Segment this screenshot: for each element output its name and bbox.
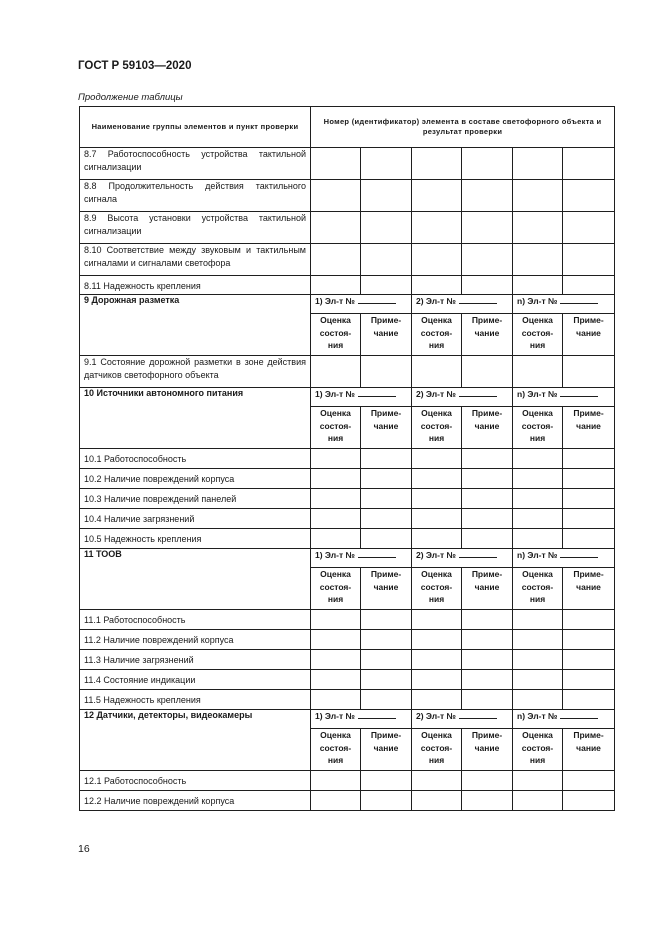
element-label-text: n) Эл-т №: [517, 296, 558, 306]
result-cell: [412, 690, 462, 710]
note-subheader: Приме-чание: [462, 568, 513, 610]
result-cell: [361, 690, 412, 710]
inspection-item: 11.4 Состояние индикации: [80, 670, 311, 690]
result-cell: [462, 509, 513, 529]
element-number-blank: [358, 295, 396, 304]
note-subheader: Приме-чание: [563, 729, 615, 771]
note-subheader: Приме-чание: [563, 568, 615, 610]
result-cell: [513, 630, 563, 650]
element-number-blank: [560, 295, 598, 304]
section-header-row: [80, 710, 615, 729]
element-label-text: 1) Эл-т №: [315, 389, 355, 399]
result-cell: [513, 771, 563, 791]
document-title: ГОСТ Р 59103—2020: [78, 60, 192, 72]
table-caption: Продолжение таблицы: [78, 92, 183, 103]
result-cell: [361, 180, 412, 212]
result-cell: [513, 276, 563, 295]
assessment-subheader: Оценка состоя-ния: [513, 568, 563, 610]
result-cell: [462, 180, 513, 212]
result-cell: [412, 650, 462, 670]
table-row: [80, 509, 615, 529]
result-cell: [361, 356, 412, 388]
assessment-subheader: Оценка состоя-ния: [311, 568, 361, 610]
result-cell: [361, 529, 412, 549]
result-cell: [311, 690, 361, 710]
element-number-blank: [459, 295, 497, 304]
result-cell: [462, 489, 513, 509]
table-row: [80, 690, 615, 710]
result-cell: [563, 244, 615, 276]
table-row: [80, 356, 615, 388]
result-cell: [462, 244, 513, 276]
result-cell: [412, 212, 462, 244]
result-cell: [513, 610, 563, 630]
inspection-item: 11.1 Работоспособность: [80, 610, 311, 630]
result-cell: [563, 356, 615, 388]
inspection-item: 8.10 Соответствие между звуковым и тактильным сигналами и сигналами светофора: [80, 244, 311, 276]
result-cell: [513, 670, 563, 690]
element-label-text: 2) Эл-т №: [416, 296, 456, 306]
assessment-subheader: Оценка состоя-ния: [513, 314, 563, 356]
element-number-label: [513, 388, 615, 407]
result-cell: [412, 610, 462, 630]
table-row: [80, 449, 615, 469]
section-title: 12 Датчики, детекторы, видеокамеры: [80, 710, 311, 771]
element-number-label: [311, 710, 412, 729]
element-number-label: [311, 549, 412, 568]
result-cell: [361, 449, 412, 469]
result-cell: [311, 650, 361, 670]
result-cell: [361, 650, 412, 670]
element-number-blank: [459, 549, 497, 558]
element-number-label: [513, 549, 615, 568]
result-cell: [513, 469, 563, 489]
result-cell: [563, 276, 615, 295]
result-cell: [462, 356, 513, 388]
result-cell: [513, 148, 563, 180]
result-cell: [361, 212, 412, 244]
element-label-text: n) Эл-т №: [517, 550, 558, 560]
element-number-blank: [560, 549, 598, 558]
note-subheader: Приме-чание: [361, 407, 412, 449]
result-cell: [563, 529, 615, 549]
result-cell: [513, 449, 563, 469]
result-cell: [412, 276, 462, 295]
result-cell: [412, 791, 462, 811]
inspection-item: 10.5 Надежность крепления: [80, 529, 311, 549]
note-subheader: Приме-чание: [361, 314, 412, 356]
inspection-item: 10.3 Наличие повреждений панелей: [80, 489, 311, 509]
result-cell: [563, 630, 615, 650]
result-cell: [513, 180, 563, 212]
result-cell: [311, 529, 361, 549]
result-cell: [311, 469, 361, 489]
element-number-label: [513, 710, 615, 729]
element-number-blank: [560, 388, 598, 397]
note-subheader: Приме-чание: [462, 729, 513, 771]
inspection-item: 10.4 Наличие загрязнений: [80, 509, 311, 529]
result-cell: [462, 449, 513, 469]
result-cell: [311, 489, 361, 509]
result-cell: [462, 469, 513, 489]
assessment-subheader: Оценка состоя-ния: [412, 407, 462, 449]
result-cell: [311, 356, 361, 388]
result-cell: [563, 148, 615, 180]
result-cell: [361, 771, 412, 791]
inspection-item: 8.9 Высота установки устройства тактильной сигнализации: [80, 212, 311, 244]
result-cell: [563, 791, 615, 811]
note-subheader: Приме-чание: [563, 314, 615, 356]
table-row: [80, 670, 615, 690]
result-cell: [361, 509, 412, 529]
result-cell: [311, 509, 361, 529]
result-cell: [361, 610, 412, 630]
result-cell: [412, 771, 462, 791]
inspection-item: 11.5 Надежность крепления: [80, 690, 311, 710]
section-title: 11 ТООВ: [80, 549, 311, 610]
page-number: 16: [78, 843, 90, 855]
result-cell: [361, 630, 412, 650]
result-cell: [462, 771, 513, 791]
note-subheader: Приме-чание: [462, 314, 513, 356]
result-cell: [361, 670, 412, 690]
inspection-item: 12.1 Работоспособность: [80, 771, 311, 791]
result-cell: [462, 670, 513, 690]
result-cell: [563, 180, 615, 212]
result-cell: [563, 509, 615, 529]
section-header-row: [80, 549, 615, 568]
result-cell: [462, 212, 513, 244]
note-subheader: Приме-чание: [563, 407, 615, 449]
result-cell: [412, 509, 462, 529]
element-label-text: n) Эл-т №: [517, 389, 558, 399]
element-number-blank: [560, 710, 598, 719]
result-cell: [513, 509, 563, 529]
result-cell: [412, 449, 462, 469]
table-row: [80, 148, 615, 180]
result-cell: [361, 276, 412, 295]
result-cell: [311, 771, 361, 791]
result-cell: [412, 529, 462, 549]
result-cell: [412, 670, 462, 690]
result-cell: [563, 690, 615, 710]
element-number-blank: [358, 710, 396, 719]
result-cell: [563, 771, 615, 791]
result-cell: [311, 148, 361, 180]
result-cell: [513, 212, 563, 244]
result-cell: [513, 791, 563, 811]
inspection-item: 11.2 Наличие повреждений корпуса: [80, 630, 311, 650]
section-title: 10 Источники автономного питания: [80, 388, 311, 449]
inspection-item: 12.2 Наличие повреждений корпуса: [80, 791, 311, 811]
result-cell: [311, 276, 361, 295]
result-cell: [361, 489, 412, 509]
result-cell: [513, 489, 563, 509]
result-cell: [462, 529, 513, 549]
section-title: 9 Дорожная разметка: [80, 295, 311, 356]
result-cell: [513, 529, 563, 549]
result-cell: [563, 650, 615, 670]
table-row: [80, 650, 615, 670]
result-cell: [412, 469, 462, 489]
element-label-text: 1) Эл-т №: [315, 296, 355, 306]
result-cell: [513, 356, 563, 388]
inspection-item: 9.1 Состояние дорожной разметки в зоне действия датчиков светофорного объекта: [80, 356, 311, 388]
element-number-label: [311, 388, 412, 407]
inspection-item: 8.8 Продолжительность действия тактильного сигнала: [80, 180, 311, 212]
result-cell: [361, 244, 412, 276]
note-subheader: Приме-чание: [361, 729, 412, 771]
result-cell: [563, 489, 615, 509]
result-cell: [412, 630, 462, 650]
element-number-label: [311, 295, 412, 314]
result-cell: [563, 212, 615, 244]
result-cell: [412, 489, 462, 509]
result-cell: [311, 630, 361, 650]
section-header-row: [80, 388, 615, 407]
result-cell: [311, 449, 361, 469]
assessment-subheader: Оценка состоя-ния: [311, 407, 361, 449]
result-cell: [412, 148, 462, 180]
result-cell: [311, 244, 361, 276]
element-label-text: 1) Эл-т №: [315, 711, 355, 721]
result-cell: [563, 469, 615, 489]
table-row: [80, 610, 615, 630]
section-header-row: [80, 295, 615, 314]
assessment-subheader: Оценка состоя-ния: [311, 314, 361, 356]
table-row: [80, 276, 615, 295]
result-cell: [462, 791, 513, 811]
element-number-blank: [358, 549, 396, 558]
assessment-subheader: Оценка состоя-ния: [412, 314, 462, 356]
element-number-blank: [358, 388, 396, 397]
element-number-label: [412, 388, 513, 407]
result-cell: [462, 650, 513, 670]
result-cell: [462, 148, 513, 180]
element-label-text: 2) Эл-т №: [416, 550, 456, 560]
result-cell: [361, 148, 412, 180]
result-cell: [513, 690, 563, 710]
inspection-item: 8.7 Работоспособность устройства тактильной сигнализации: [80, 148, 311, 180]
table-row: [80, 529, 615, 549]
column-header-element-id: Номер (идентификатор) элемента в составе светофорного объекта и результат проверки: [311, 107, 615, 148]
result-cell: [412, 180, 462, 212]
result-cell: [361, 469, 412, 489]
table-row: [80, 791, 615, 811]
element-number-label: [412, 549, 513, 568]
element-number-label: [412, 710, 513, 729]
table-row: [80, 489, 615, 509]
inspection-item: 11.3 Наличие загрязнений: [80, 650, 311, 670]
result-cell: [563, 449, 615, 469]
element-label-text: 2) Эл-т №: [416, 389, 456, 399]
result-cell: [462, 630, 513, 650]
table-row: [80, 469, 615, 489]
note-subheader: Приме-чание: [361, 568, 412, 610]
result-cell: [462, 690, 513, 710]
inspection-item: 10.2 Наличие повреждений корпуса: [80, 469, 311, 489]
result-cell: [462, 610, 513, 630]
result-cell: [513, 244, 563, 276]
table-row: [80, 212, 615, 244]
assessment-subheader: Оценка состоя-ния: [513, 729, 563, 771]
element-label-text: 1) Эл-т №: [315, 550, 355, 560]
table-row: [80, 244, 615, 276]
element-label-text: n) Эл-т №: [517, 711, 558, 721]
assessment-subheader: Оценка состоя-ния: [311, 729, 361, 771]
inspection-item: 10.1 Работоспособность: [80, 449, 311, 469]
result-cell: [563, 610, 615, 630]
result-cell: [513, 650, 563, 670]
assessment-subheader: Оценка состоя-ния: [412, 729, 462, 771]
element-number-blank: [459, 710, 497, 719]
note-subheader: Приме-чание: [462, 407, 513, 449]
table-row: [80, 771, 615, 791]
result-cell: [462, 276, 513, 295]
result-cell: [412, 244, 462, 276]
inspection-table: [79, 106, 615, 811]
element-number-label: [513, 295, 615, 314]
table-row: [80, 180, 615, 212]
assessment-subheader: Оценка состоя-ния: [513, 407, 563, 449]
assessment-subheader: Оценка состоя-ния: [412, 568, 462, 610]
element-label-text: 2) Эл-т №: [416, 711, 456, 721]
result-cell: [311, 610, 361, 630]
result-cell: [563, 670, 615, 690]
column-header-element-group: Наименование группы элементов и пункт проверки: [80, 107, 311, 148]
result-cell: [311, 180, 361, 212]
result-cell: [311, 791, 361, 811]
result-cell: [311, 670, 361, 690]
inspection-item: 8.11 Надежность крепления: [80, 276, 311, 295]
table-row: [80, 630, 615, 650]
element-number-label: [412, 295, 513, 314]
result-cell: [361, 791, 412, 811]
result-cell: [311, 212, 361, 244]
element-number-blank: [459, 388, 497, 397]
result-cell: [412, 356, 462, 388]
